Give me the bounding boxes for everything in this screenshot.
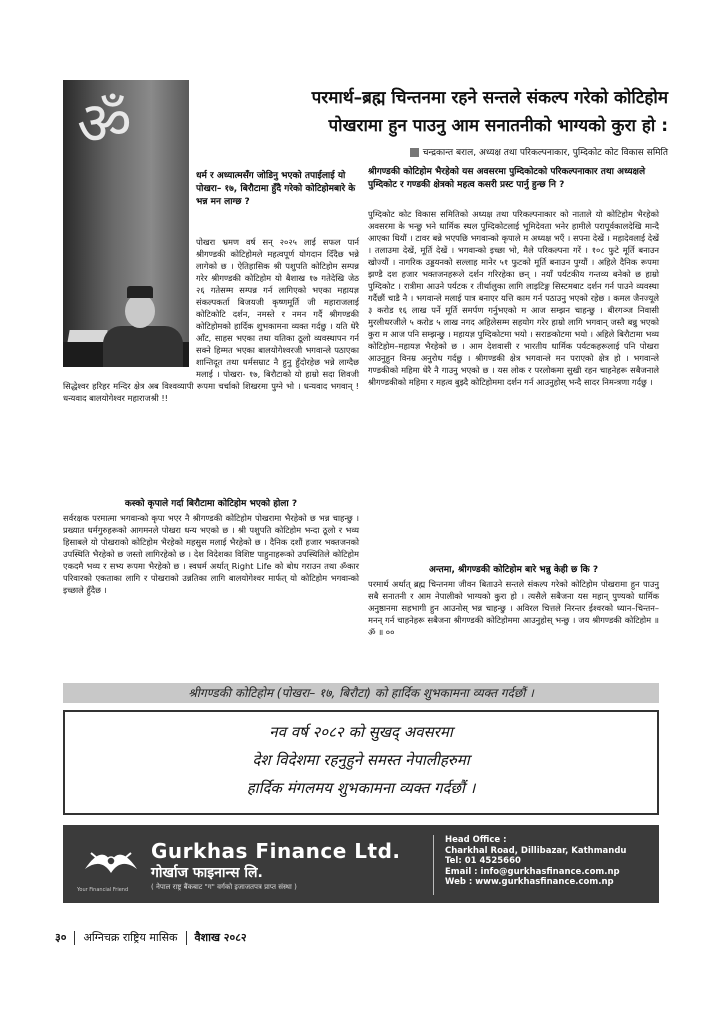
registration-note: ( नेपाल राष्ट्र बैंकबाट "ग" वर्गको इजाजतपत्र प्राप्त संस्था ) — [151, 883, 297, 891]
byline-text: चन्द्रकान्त बराल, अध्यक्ष तथा परिकल्पनाकार, पुम्दिकोट कोट विकास समिति — [422, 148, 668, 158]
byline — [310, 145, 668, 158]
article-title-line1: परमार्थ–ब्रह्म चिन्तनमा रहने सन्तले संकल्प गरेको कोटिहोम — [311, 88, 668, 108]
left-paragraph-1 — [63, 236, 359, 404]
left-paragraph-2: सर्वरक्षक परमात्मा भगवान्को कृपा भएर नै श्रीगण्डकी कोटिहोम पोखरामा भैरहेको छ भन्न चाहन्छु । प्रख्यात धर्मगुरुहरूको आगमनले पोखरा धन्य भएको छ । श्री पशुपति कोटिहोम भन्दा ठूलो र भव्य हिसाबले यो पोखराको कोटिहोम भैरहेको महसुस मलाई भैरहेको छ । दैनिक दशौं हजार भक्तजनको उपस्थिति भैरहेको छ जस्तो लागिरहेको छ । देश विदेशका विशिष्ट पाहुनाहरूको उपस्थितिले कोटिहोम एकदमै भव्य र सभ्य रूपमा भैरहेको छ । स्वधर्म अर्थात् Right Life को बोध गराउन तथा ॐकार परिवारको एकताका लागि र पोखराको उन्नतिका लागि बालयोगेश्वर मार्फत् यो कोटिहोम भगवान्को इच्छाले हुँदैछ । — [63, 513, 359, 595]
khukuri-logo-icon — [81, 839, 141, 885]
left-question-1: धर्म र अध्यात्मसँग जोडिनु भएको तपाईलाई यो पोखरा– १७, बिरौटामा हुँदै गरेको कोटिहोमबारे के भन्न मन लाग्छ ? — [196, 171, 356, 207]
website-link[interactable]: Web : www.gurkhasfinance.com.np — [445, 877, 614, 887]
greeting-banner: श्रीगण्डकी कोटिहोम (पोखरा– १७, बिरौटा) को हार्दिक शुभकामना व्यक्त गर्दछौं । — [63, 683, 659, 703]
head-office-label: Head Office : — [445, 835, 507, 845]
footer-divider — [74, 931, 75, 945]
new-year-greeting-box — [63, 710, 659, 815]
ad-tagline: Your Financial Friend — [77, 887, 129, 893]
magazine-name: अग्निचक्र राष्ट्रिय मासिक — [83, 931, 178, 944]
byline-square-icon — [410, 148, 419, 157]
greeting-line-3: हार्दिक मंगलमय शुभकामना व्यक्त गर्दछौं । — [246, 779, 476, 797]
address: Charkhal Road, Dillibazar, Kathmandu — [445, 845, 627, 856]
page-footer — [55, 930, 247, 945]
right-question-2: अन्तमा, श्रीगण्डकी कोटिहोम बारे भन्नु केही छ कि ? — [428, 565, 599, 575]
right-paragraph-1: पुम्दिकोट कोट विकास समितिको अध्यक्ष तथा परिकल्पनाकार को नाताले यो कोटिहोम भैरहेको अवसरमा के भन्छु भने धार्मिक स्थल पुम्दिकोटलाई भूमिदेवता भनेर हामीले परापूर्वकालदेखि मान्दै आएका थियौं । टावर बन्ने भएपछि भगवान्को कृपाले म अध्यक्ष भएँ । सपना देखें । महादेवलाई देखें । तलाउमा देखें, मूर्ति देखें । भगवान्को इच्छा भो, मैले परिकल्पना गरें । १०८ फुटे मूर्ति बनाउन खोज्यौं । नागरिक उड्डयनको सल्लाह मानेर ५१ फुटको मूर्ति बनाउन पुग्यौं । अहिले दैनिक रूपमा झण्डै दश हजार भक्तजनहरूले दर्शन गरिरहेका छन् । नयाँ पर्यटकीय गन्तव्य बनेको छ हाम्रो पुम्दिकोट । रात्रीमा आउने पर्यटक र तीर्थालुका लागि लाइटिङ्ग सिस्टमबाट दर्शन गर्न पाउने व्यवस्था गर्दैछौं चाडै नै । भगवान्ले मलाई पात्र बनाएर यत्ति काम गर्न पठाउनु भएको रहेछ । कमल जैनज्यूले ३ करोड १६ लाख पर्ने मूर्ति समर्पण गर्नुभएको म आज सम्झन चाहन्छु । बीरगञ्ज निवासी मुरलीधरजीले ५ करोड ५ लाख नगद अहिलेसम्म सहयोग गरेर हाम्रो लागि भगवान् जस्तै बन्नु भएको कुरा म आज पनि सम्झन्छु । महायज्ञ पुम्दिकोटमा भयो । सराङकोटमा भयो । अहिले बिरौटामा भव्य कोटिहोम–महायज्ञ भैरहेको छ । आम देशवासी र भारतीय धार्मिक पर्यटकहरूलाई पनि पोखरा आउनुहुन विनम्र अनुरोध गर्दछु । श्रीगण्डकी क्षेत्र भगवान्ले मन पराएको क्षेत्र हो । भगवान्ले गण्डकीको महिमा धेरै नै गाउनु भएको छ । यस लोक र परलोकमा सुखी रहन चाहनेहरू सबैजनाले श्रीगण्डकीको महिमा र महत्व बुझ्दै कोटिहोममा दर्शन गर्न आउनुहोस् भन्दै सादर निमन्त्रणा गर्दछु । — [368, 209, 659, 387]
company-name-en: Gurkhas Finance Ltd. — [151, 839, 401, 863]
right-paragraph-2: परमार्थ अर्थात् ब्रह्म चिन्तनमा जीवन बिताउने सन्तले संकल्प गरेको कोटिहोम पोखरामा हुन पाउनु सबै सनातनी र आम नेपालीको भाग्यको कुरा हो । त्यसैले सबैजना यस महान् पुण्यको धार्मिक अनुष्ठानमा सहभागी हुन आउनोस् भन्न चाहन्छु । अविरल चित्तले निरन्तर ईश्वरको ध्यान–चिन्तन–मनन् गर्न चाहनेहरू सबैजना श्रीगण्डकी कोटिहोममा आउनुहोस् भन्छु । जय श्रीगण्डकी कोटिहोम ॥ ॐ ॥ ०० — [368, 579, 659, 637]
greeting-line-2: देश विदेशमा रहनुहुने समस्त नेपालीहरुमा — [252, 751, 470, 769]
telephone: Tel: 01 4525660 — [445, 856, 521, 866]
gurkhas-finance-ad — [63, 825, 659, 903]
left-paragraph-1-text: पोखरा भ्रमण वर्ष सन् २०२५ लाई सफल पार्न श्रीगण्डकी कोटिहोमले महत्वपूर्ण योगदान दिँदैछ भन्ने लागेको छ । ऐतिहासिक श्री पशुपति कोटिहोम सम्पन्न गरेर श्रीगण्डकी कोटिहोम यो बैशाख १७ गतेदेखि जेठ २६ गतेसम्म सम्पन्न गर्न लागिएको भएका महायज्ञ संकल्पकर्ता बिजयजी कृष्णमूर्ति जी महाराजलाई कोटिकोटि दर्शन, नमस्ते र नमन गर्दै श्रीगण्डकी कोटिहोमको हार्दिक शुभकामना व्यक्त गर्दछु । यति धेरै आँट, साहस भएका तथा यतिका ठूलो व्यवस्थापन गर्न सक्ने हिम्मत भएका बालयोगेश्वरजी भगवान्ले पठाएका शान्तिदूत तथा धर्मसम्राट नै हुनु हुँदोरहेछ भन्ने लाग्दैछ मलाई । पोखरा- १७, बिरौटाको यो हाम्रो सदा शिवजी सिद्धेश्वर हरिहर मन्दिर क्षेत्र अब विश्वव्यापी रूपमा चर्चाको शिखरमा पुग्ने भो । धन्यवाद भगवान् ! धन्यवाद बालयोगेश्वर महाराजश्री !! — [63, 237, 359, 403]
email-link[interactable]: Email : info@gurkhasfinance.com.np — [445, 866, 620, 877]
issue-date: वैशाख २०८२ — [194, 931, 247, 944]
left-question-2: कस्को कृपाले गर्दा बिरौटामा कोटिहोम भएको होला ? — [124, 499, 298, 509]
page-number: ३० — [55, 931, 67, 944]
article-title-line2: पोखरामा हुन पाउनु आम सनातनीको भाग्यको कुरा हो : — [328, 116, 668, 136]
greeting-line-1: नव वर्ष २०८२ को सुखद् अवसरमा — [269, 723, 453, 741]
company-name-np: गोर्खाज फाइनान्स लि. — [151, 865, 263, 881]
ad-divider — [433, 835, 434, 895]
om-symbol: ॐ — [77, 89, 132, 159]
right-question-1: श्रीगण्डकी कोटिहोम भैरहेको यस अवसरमा पुम्दिकोटको परिकल्पनाकार तथा अध्यक्षले पुम्दिकोट र गण्डकी क्षेत्रको महत्व कसरी प्रस्ट पार्नु हुन्छ नि ? — [368, 167, 646, 190]
contact-info — [445, 835, 626, 888]
footer-divider-2 — [186, 931, 187, 945]
